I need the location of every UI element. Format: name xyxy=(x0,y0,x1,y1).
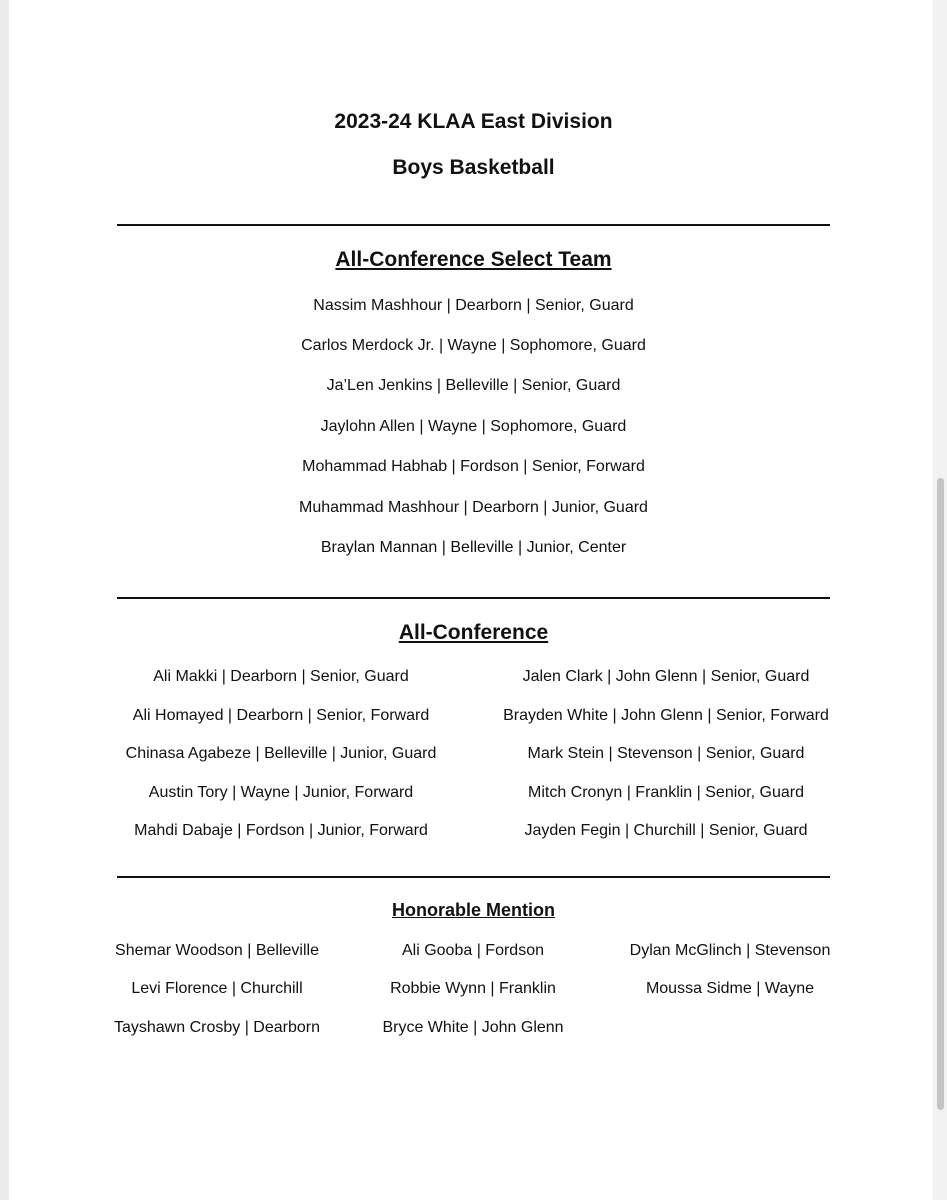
document-subtitle: Boys Basketball xyxy=(392,156,555,179)
select-team-player: Ja’Len Jenkins | Belleville | Senior, Guard xyxy=(326,377,621,394)
select-team-player: Mohammad Habhab | Fordson | Senior, Forward xyxy=(302,458,645,475)
divider xyxy=(117,597,830,599)
scrollbar-thumb[interactable] xyxy=(937,478,944,1110)
all-conference-player: Brayden White | John Glenn | Senior, Forward xyxy=(503,707,829,724)
select-team-player: Braylan Mannan | Belleville | Junior, Center xyxy=(320,539,627,556)
honorable-mention-player: Tayshawn Crosby | Dearborn xyxy=(113,1019,321,1036)
select-team-player: Jaylohn Allen | Wayne | Sophomore, Guard xyxy=(320,418,627,435)
honorable-mention-player: Levi Florence | Churchill xyxy=(131,980,303,997)
honorable-mention-player: Robbie Wynn | Franklin xyxy=(390,980,556,997)
document-title: 2023-24 KLAA East Division xyxy=(334,110,613,133)
all-conference-heading: All-Conference xyxy=(398,621,549,644)
divider xyxy=(117,876,830,878)
divider xyxy=(117,224,830,226)
honorable-mention-player: Bryce White | John Glenn xyxy=(382,1019,564,1036)
all-conference-player: Ali Makki | Dearborn | Senior, Guard xyxy=(153,668,409,685)
honorable-mention-player: Moussa Sidme | Wayne xyxy=(645,980,815,997)
honorable-mention-player: Dylan McGlinch | Stevenson xyxy=(629,942,831,959)
honorable-mention-heading: Honorable Mention xyxy=(392,900,555,920)
honorable-mention-player: Ali Gooba | Fordson xyxy=(401,942,544,959)
all-conference-player: Austin Tory | Wayne | Junior, Forward xyxy=(148,784,414,801)
all-conference-player: Ali Homayed | Dearborn | Senior, Forward xyxy=(132,707,430,724)
all-conference-player: Chinasa Agabeze | Belleville | Junior, Guard xyxy=(125,745,437,762)
all-conference-player: Jayden Fegin | Churchill | Senior, Guard xyxy=(524,822,808,839)
all-conference-player: Mark Stein | Stevenson | Senior, Guard xyxy=(527,745,805,762)
scrollbar-track[interactable] xyxy=(933,0,947,1200)
select-team-player: Nassim Mashhour | Dearborn | Senior, Guard xyxy=(313,297,634,314)
select-team-player: Carlos Merdock Jr. | Wayne | Sophomore, Guard xyxy=(301,337,646,354)
all-conference-player: Mitch Cronyn | Franklin | Senior, Guard xyxy=(528,784,804,801)
select-team-player: Muhammad Mashhour | Dearborn | Junior, Guard xyxy=(299,499,648,516)
all-conference-player: Jalen Clark | John Glenn | Senior, Guard xyxy=(522,668,810,685)
all-conference-player: Mahdi Dabaje | Fordson | Junior, Forward xyxy=(134,822,428,839)
honorable-mention-player: Shemar Woodson | Belleville xyxy=(115,942,319,959)
select-team-heading: All-Conference Select Team xyxy=(335,248,612,271)
